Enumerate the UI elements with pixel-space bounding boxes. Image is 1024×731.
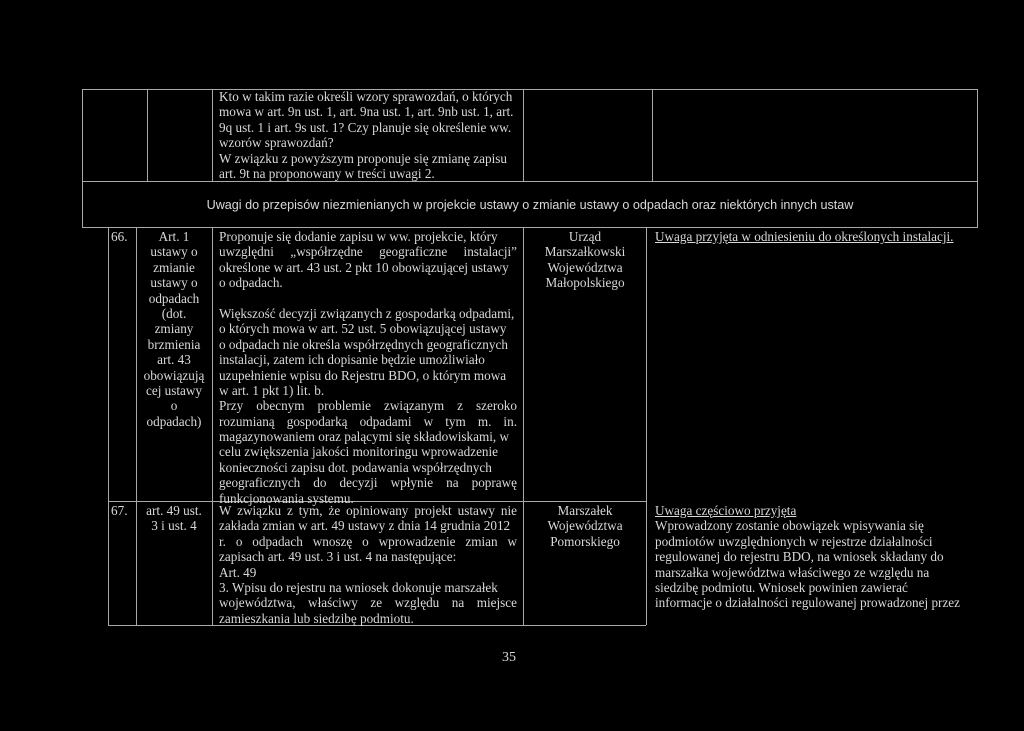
carried-over-comment — [219, 89, 519, 181]
comment-line: celu zwiększenia jakości monitoringu wprowadzenie — [219, 444, 499, 460]
response-line: podmiotów uwzględnionych w rejestrze działalności — [655, 533, 933, 549]
comment-line: uzupełnienie wpisu do Rejestru BDO, o którym mowa — [219, 367, 507, 383]
response-line: informacje o działalności regulowanej prowadzonej przez — [655, 595, 961, 611]
comment-line: o odpadach nie określa współrzędnych geograficznych — [219, 336, 508, 352]
comment-line: Większość decyzji związanych z gospodarką odpadami, — [219, 305, 515, 321]
comment-line: Proponuje się dodanie zapisu w ww. projekcie, który — [219, 229, 498, 244]
article-line: (dot. — [161, 305, 187, 321]
author-cell — [525, 503, 645, 549]
article-line: art. 43 — [157, 352, 191, 368]
article-line: art. 49 ust. — [146, 503, 202, 518]
response-line: regulowanej do rejestru BDO, na wniosek składany do — [655, 549, 944, 565]
comment-line: o odpadach. — [219, 275, 283, 291]
article-line: obowiązują — [143, 367, 205, 383]
comment-line: Przy obecnym problemie związanym z szeroko — [219, 398, 517, 414]
comment-line: geograficznych do decyzji wpłynie na poprawę — [219, 475, 517, 491]
row-number: 67. — [111, 503, 128, 518]
section-header: Uwagi do przepisów niezmienianych w projekcie ustawy o zmianie ustawy o odpadach oraz niektórych innych ustaw — [206, 198, 854, 212]
article-line: brzmienia — [147, 336, 201, 352]
article-line: Art. 1 — [158, 229, 190, 244]
article-cell — [138, 229, 210, 429]
author-cell — [525, 229, 645, 291]
author-line: Województwa — [547, 259, 623, 275]
comment-line: uwzględni „współrzędne geograficzne instalacji” — [219, 244, 517, 260]
page-number: 35 — [502, 650, 516, 665]
article-line: odpadach) — [146, 413, 202, 429]
article-line: odpadach — [148, 290, 200, 306]
comment-line: Art. 49 — [219, 564, 257, 580]
comment-line: funkcjonowania systemu. — [219, 490, 354, 506]
comment-line — [219, 291, 517, 306]
author-line: Województwa — [547, 518, 623, 534]
article-line: cej ustawy — [145, 382, 203, 398]
author-line: Marszałek — [557, 503, 613, 518]
author-line: Pomorskiego — [550, 533, 620, 549]
comment-line: rozumianą gospodarką odpadami w tym m. in. — [219, 413, 517, 429]
response-cell — [655, 503, 1017, 611]
response-line: siedzibę podmiotu. Wniosek powinien zawierać — [655, 579, 908, 595]
article-line: zmiany — [154, 321, 194, 337]
author-line: Urząd — [568, 229, 602, 244]
comment-line: magazynowaniem oraz palącymi się składowiskami, w — [219, 429, 510, 445]
comment-line: r. o odpadach wnoszę o wprowadzenie zmian w — [219, 533, 517, 549]
response-status: Uwaga częściowo przyjęta — [655, 503, 797, 518]
row-number: 66. — [111, 229, 128, 244]
comment-line: województwa, właściwy ze względu na miejsce — [219, 595, 517, 611]
response-line: Wprowadzony zostanie obowiązek wpisywania się — [655, 518, 924, 534]
comment-line: konieczności zapisu dot. podawania współrzędnych — [219, 459, 492, 475]
comment-line: art. 9t na proponowany w treści uwagi 2. — [219, 165, 435, 181]
article-cell — [138, 503, 210, 534]
article-line: ustawy o — [150, 244, 198, 260]
comment-line: 3. Wpisu do rejestru na wniosek dokonuje marszałek — [219, 579, 498, 595]
response-status: Uwaga przyjęta w odniesieniu do określonych instalacji. — [655, 229, 954, 244]
response-line: marszałka województwa właściwego ze względu na — [655, 564, 930, 580]
author-line: Marszałkowski — [544, 244, 626, 260]
comment-cell — [219, 503, 517, 626]
response-cell — [655, 229, 1015, 244]
comment-line: wzorów sprawozdań? — [219, 135, 334, 151]
comment-line: Kto w takim razie określi wzory sprawozdań, o których — [219, 89, 513, 104]
comment-line: zakłada zmian w art. 49 ustawy z dnia 14 grudnia 2012 — [219, 518, 511, 534]
comment-line: o których mowa w art. 52 ust. 5 obowiązującej ustawy — [219, 321, 507, 337]
author-line: Małopolskiego — [545, 275, 625, 291]
article-line: 3 i ust. 4 — [151, 518, 197, 534]
comment-line: zapisach art. 49 ust. 3 i ust. 4 na następujące: — [219, 549, 457, 565]
comment-line: 9q ust. 1 i art. 9s ust. 1? Czy planuje się określenie ww. — [219, 119, 512, 135]
comment-line: W związku z tym, że opiniowany projekt ustawy nie — [219, 503, 517, 518]
article-line: ustawy o — [150, 275, 198, 291]
comment-cell — [219, 229, 517, 506]
comment-line: instalacji, zatem ich dopisanie będzie umożliwiało — [219, 352, 485, 368]
comment-line: określone w art. 43 ust. 2 pkt 10 obowiązującej ustawy — [219, 259, 509, 275]
article-line: zmianie — [153, 259, 195, 275]
comment-line: w art. 1 pkt 1) lit. b. — [219, 382, 325, 398]
comment-line: zamieszkania lub siedzibę podmiotu. — [219, 610, 414, 626]
comment-line: mowa w art. 9n ust. 1, art. 9na ust. 1, art. 9nb ust. 1, art. — [219, 104, 514, 120]
comment-line: W związku z powyższym proponuje się zmianę zapisu — [219, 150, 507, 166]
article-line: o — [170, 398, 178, 414]
